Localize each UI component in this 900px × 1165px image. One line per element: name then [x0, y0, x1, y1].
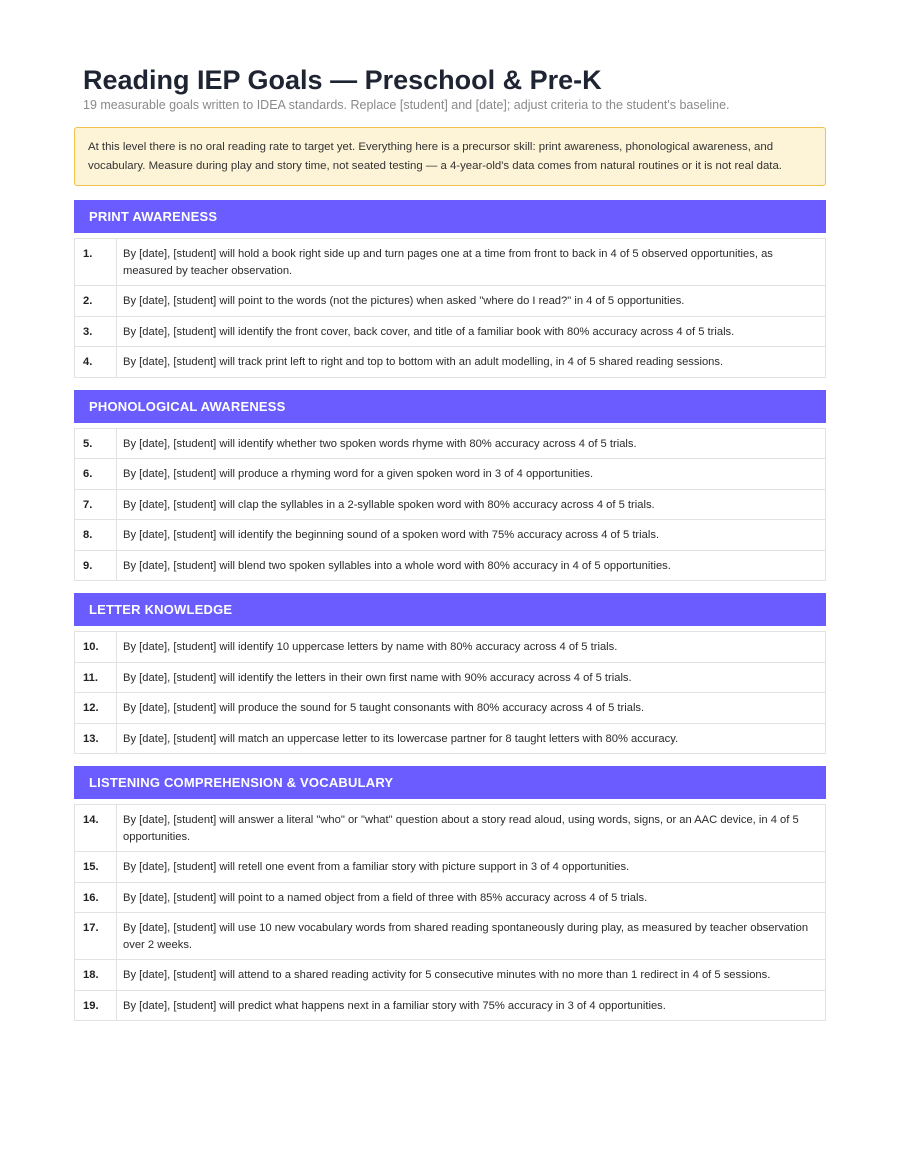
goal-text: By [date], [student] will identify whether two spoken words rhyme with 80% accuracy across 4 of 5 trials.	[117, 428, 826, 459]
goal-text: By [date], [student] will retell one event from a familiar story with picture support in 3 of 4 opportunities.	[117, 852, 826, 883]
table-row	[75, 805, 826, 852]
table-row	[75, 693, 826, 724]
table-row	[75, 913, 826, 960]
goals-table	[74, 804, 826, 1021]
goal-number: 15.	[75, 852, 117, 883]
goal-text: By [date], [student] will identify the letters in their own first name with 90% accuracy across 4 of 5 trials.	[117, 662, 826, 693]
goal-number: 18.	[75, 960, 117, 991]
goal-number: 8.	[75, 520, 117, 551]
goal-text: By [date], [student] will match an uppercase letter to its lowercase partner for 8 taught letters with 80% accuracy.	[117, 723, 826, 754]
goal-number: 3.	[75, 316, 117, 347]
table-row	[75, 459, 826, 490]
section-listening-comprehension	[74, 766, 826, 1021]
goal-text: By [date], [student] will predict what happens next in a familiar story with 75% accuracy in 3 of 4 opportunities.	[117, 990, 826, 1021]
section-header: PRINT AWARENESS	[74, 200, 826, 233]
goal-text: By [date], [student] will track print left to right and top to bottom with an adult modelling, in 4 of 5 shared reading sessions.	[117, 347, 826, 378]
goals-table	[74, 428, 826, 582]
table-row	[75, 882, 826, 913]
goal-number: 16.	[75, 882, 117, 913]
table-row	[75, 662, 826, 693]
section-letter-knowledge	[74, 593, 826, 754]
section-phonological-awareness	[74, 390, 826, 582]
goals-table	[74, 631, 826, 754]
table-row	[75, 960, 826, 991]
table-row	[75, 316, 826, 347]
table-row	[75, 347, 826, 378]
table-row	[75, 489, 826, 520]
goal-text: By [date], [student] will identify the front cover, back cover, and title of a familiar book with 80% accuracy across 4 of 5 trials.	[117, 316, 826, 347]
goal-text: By [date], [student] will answer a literal "who" or "what" question about a story read aloud, using words, signs, or an AAC device, in 4 of 5 opportunities.	[117, 805, 826, 852]
goal-text: By [date], [student] will identify the beginning sound of a spoken word with 75% accuracy across 4 of 5 trials.	[117, 520, 826, 551]
goal-text: By [date], [student] will produce a rhyming word for a given spoken word in 3 of 4 opportunities.	[117, 459, 826, 490]
goal-text: By [date], [student] will produce the sound for 5 taught consonants with 80% accuracy across 4 of 5 trials.	[117, 693, 826, 724]
goal-number: 13.	[75, 723, 117, 754]
goal-number: 7.	[75, 489, 117, 520]
section-header: LISTENING COMPREHENSION & VOCABULARY	[74, 766, 826, 799]
table-row	[75, 286, 826, 317]
goal-text: By [date], [student] will identify 10 uppercase letters by name with 80% accuracy across 4 of 5 trials.	[117, 632, 826, 663]
goal-number: 17.	[75, 913, 117, 960]
table-row	[75, 990, 826, 1021]
goal-text: By [date], [student] will attend to a shared reading activity for 5 consecutive minutes with no more than 1 redirect in 4 of 5 sessions.	[117, 960, 826, 991]
table-row	[75, 852, 826, 883]
section-header: LETTER KNOWLEDGE	[74, 593, 826, 626]
goal-text: By [date], [student] will hold a book right side up and turn pages one at a time from front to back in 4 of 5 observed opportunities, as measured by teacher observation.	[117, 239, 826, 286]
table-row	[75, 723, 826, 754]
goal-number: 11.	[75, 662, 117, 693]
page-title: Reading IEP Goals — Preschool & Pre-K	[83, 65, 602, 95]
goal-number: 5.	[75, 428, 117, 459]
goal-number: 1.	[75, 239, 117, 286]
table-row	[75, 550, 826, 581]
section-print-awareness	[74, 200, 826, 378]
goal-number: 9.	[75, 550, 117, 581]
guidance-note: At this level there is no oral reading rate to target yet. Everything here is a precursor skill: print awareness, phonological awareness, and vocabulary. Measure during play and story time, not seated testing — a 4-year-old's data comes from natural routines or it is not real data.	[74, 127, 826, 186]
goal-number: 10.	[75, 632, 117, 663]
goal-text: By [date], [student] will blend two spoken syllables into a whole word with 80% accuracy in 4 of 5 opportunities.	[117, 550, 826, 581]
table-row	[75, 632, 826, 663]
goal-text: By [date], [student] will use 10 new vocabulary words from shared reading spontaneously during play, as measured by teacher observation over 2 weeks.	[117, 913, 826, 960]
table-row	[75, 239, 826, 286]
goal-text: By [date], [student] will point to the words (not the pictures) when asked "where do I read?" in 4 of 5 opportunities.	[117, 286, 826, 317]
table-row	[75, 520, 826, 551]
table-row	[75, 428, 826, 459]
goal-number: 4.	[75, 347, 117, 378]
goal-number: 19.	[75, 990, 117, 1021]
goals-table	[74, 238, 826, 378]
section-header: PHONOLOGICAL AWARENESS	[74, 390, 826, 423]
goal-text: By [date], [student] will point to a named object from a field of three with 85% accuracy across 4 of 5 trials.	[117, 882, 826, 913]
goal-number: 2.	[75, 286, 117, 317]
page-subtitle: 19 measurable goals written to IDEA standards. Replace [student] and [date]; adjust criteria to the student's baseline.	[83, 98, 730, 112]
goal-number: 12.	[75, 693, 117, 724]
goal-number: 14.	[75, 805, 117, 852]
goal-text: By [date], [student] will clap the syllables in a 2-syllable spoken word with 80% accuracy across 4 of 5 trials.	[117, 489, 826, 520]
goal-number: 6.	[75, 459, 117, 490]
